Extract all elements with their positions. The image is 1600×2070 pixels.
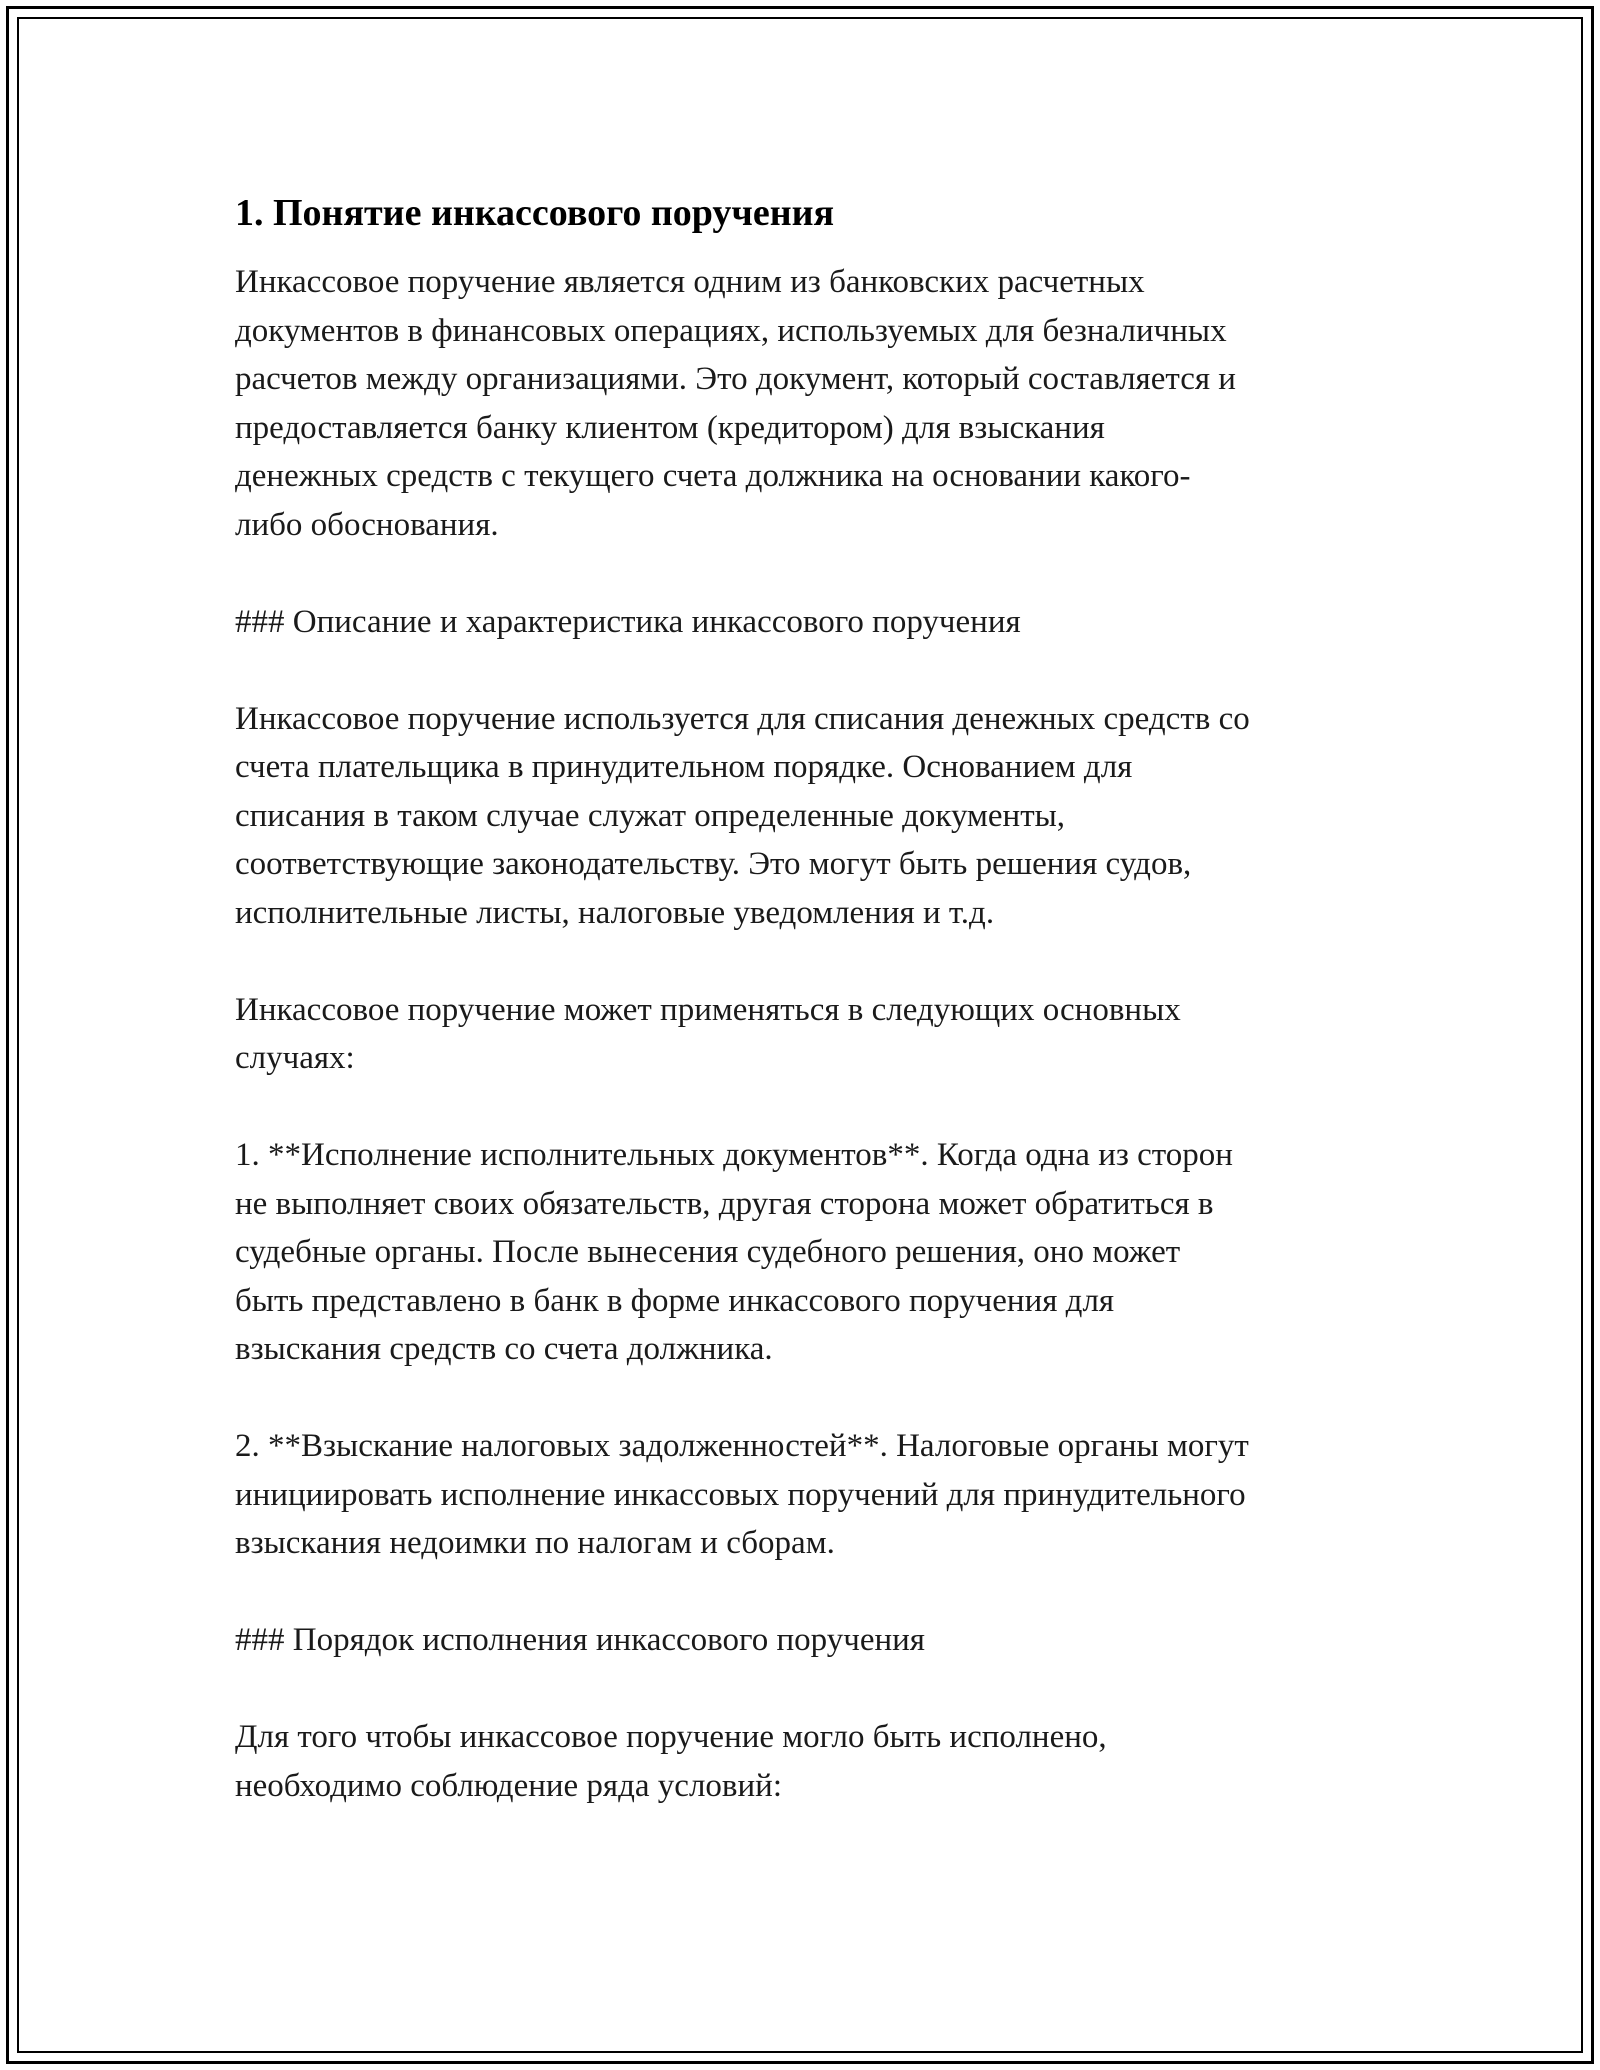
text-line: случаях: bbox=[235, 1040, 355, 1076]
blank-line bbox=[235, 646, 1385, 695]
paragraph-usage bbox=[235, 695, 1385, 938]
text-line: взыскания средств со счета должника. bbox=[235, 1331, 773, 1367]
text-line: инициировать исполнение инкассовых поручений для принудительного bbox=[235, 1476, 1246, 1513]
paragraph-conditions bbox=[235, 1713, 1385, 1810]
text-line: документов в финансовых операциях, используемых для безналичных bbox=[235, 312, 1227, 349]
subheading-procedure bbox=[235, 1616, 1385, 1665]
text-line: взыскания недоимки по налогам и сборам. bbox=[235, 1525, 835, 1561]
blank-line bbox=[235, 1665, 1385, 1714]
text-line: быть представлено в банк в форме инкассового поручения для bbox=[235, 1282, 1115, 1319]
text-line: Для того чтобы инкассовое поручение могло быть исполнено, bbox=[235, 1719, 1107, 1755]
list-item-1 bbox=[235, 1131, 1385, 1374]
text-line: Инкассовое поручение является одним из банковских расчетных bbox=[235, 264, 1145, 300]
document-body bbox=[235, 188, 1385, 1810]
text-line: исполнительные листы, налоговые уведомления и т.д. bbox=[235, 894, 995, 931]
blank-line bbox=[235, 1568, 1385, 1617]
list-item-2 bbox=[235, 1422, 1385, 1568]
text-line: ### Порядок исполнения инкассового поручения bbox=[235, 1622, 925, 1658]
text-line: списания в таком случае служат определенные документы, bbox=[235, 797, 1066, 834]
text-line: необходимо соблюдение ряда условий: bbox=[235, 1767, 782, 1804]
text-line: предоставляется банку клиентом (кредитором) для взыскания bbox=[235, 409, 1105, 446]
section-title: 1. Понятие инкассового поручения bbox=[235, 192, 835, 234]
blank-line bbox=[235, 1374, 1385, 1423]
text-line: судебные органы. После вынесения судебного решения, оно может bbox=[235, 1234, 1181, 1270]
text-line: не выполняет своих обязательств, другая сторона может обратиться в bbox=[235, 1185, 1214, 1222]
text-line: 2. **Взыскание налоговых задолженностей**. Налоговые органы могут bbox=[235, 1428, 1249, 1464]
subheading-description bbox=[235, 598, 1385, 647]
blank-line bbox=[235, 937, 1385, 986]
text-line: ### Описание и характеристика инкассового поручения bbox=[235, 603, 1021, 640]
text-line: Инкассовое поручение используется для списания денежных средств со bbox=[235, 700, 1250, 737]
text-line: 1. **Исполнение исполнительных документов**. Когда одна из сторон bbox=[235, 1137, 1233, 1173]
text-line: расчетов между организациями. Это документ, который составляется и bbox=[235, 361, 1236, 397]
text-line: Инкассовое поручение может применяться в следующих основных bbox=[235, 991, 1181, 1028]
text-line: денежных средств с текущего счета должника на основании какого- bbox=[235, 458, 1191, 494]
text-line: счета плательщика в принудительном порядке. Основанием для bbox=[235, 749, 1133, 785]
text-line: либо обоснования. bbox=[235, 506, 499, 543]
paragraph-definition bbox=[235, 258, 1385, 549]
blank-line bbox=[235, 549, 1385, 598]
blank-line bbox=[235, 1083, 1385, 1132]
paragraph-cases-intro bbox=[235, 986, 1385, 1083]
text-line: соответствующие законодательству. Это могут быть решения судов, bbox=[235, 846, 1192, 882]
